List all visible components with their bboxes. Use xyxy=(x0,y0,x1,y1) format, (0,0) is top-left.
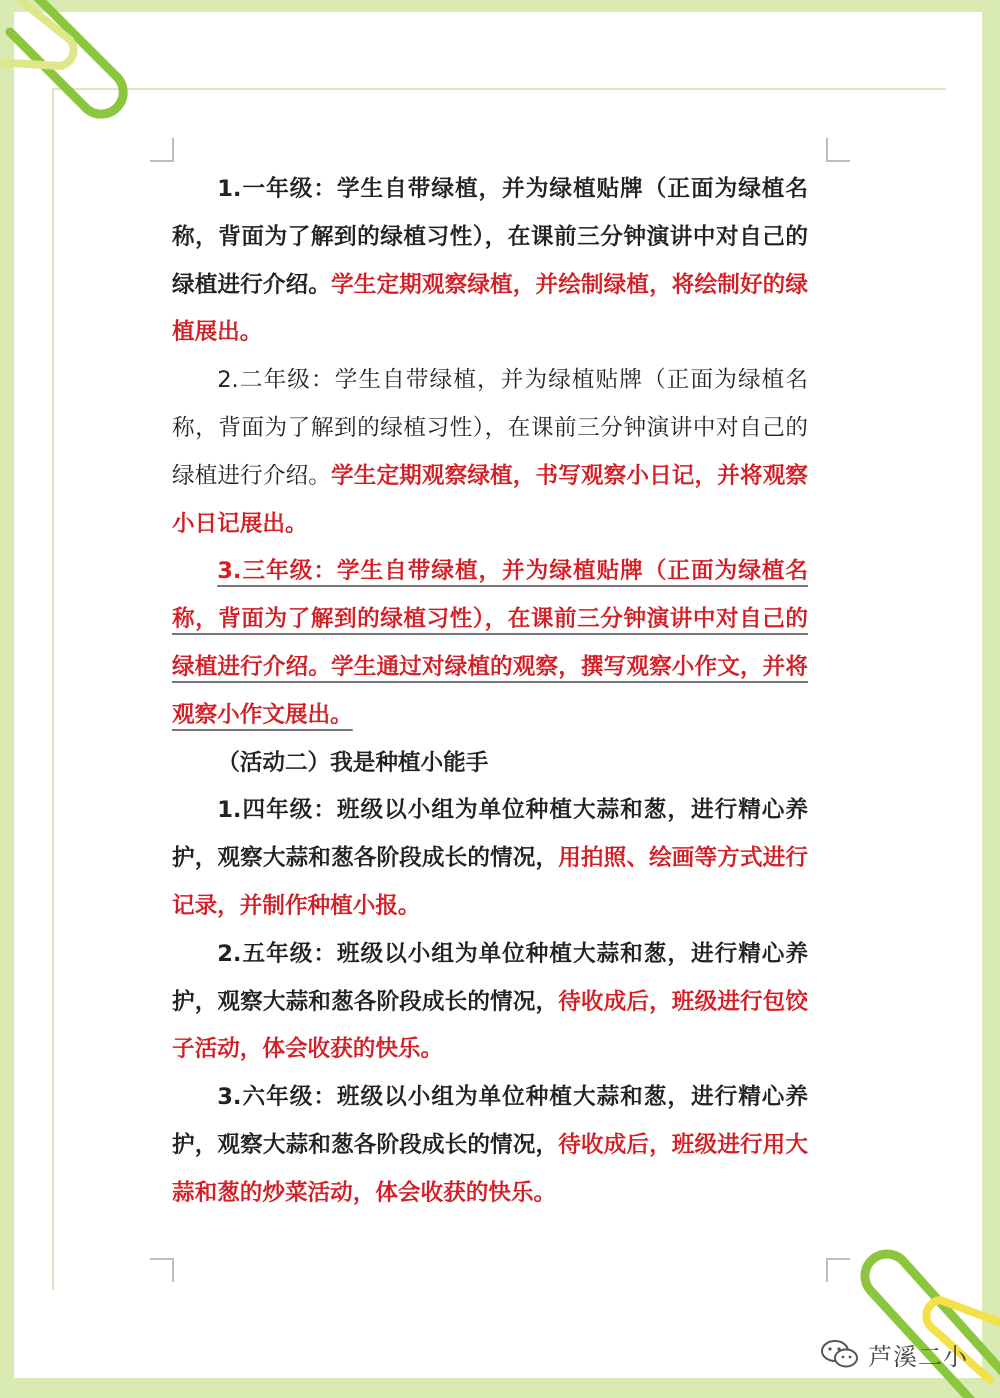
activity-2-title: （活动二）我是种植小能手 xyxy=(217,749,489,776)
paragraph-grade-2 xyxy=(172,357,808,548)
grade-4-text: 1.四年级：班级以小组为单位种植大蒜和葱，进行精心养护，观察大蒜和葱各阶段成长的情况， xyxy=(172,797,808,872)
grade-5-highlight: 待收成后，班级进行包饺子活动，体会收获的快乐。 xyxy=(172,988,808,1063)
paragraph-grade-3 xyxy=(172,548,808,739)
grade-4-highlight: 用拍照、绘画等方式进行记录，并制作种植小报。 xyxy=(172,845,808,919)
crop-mark-top-right xyxy=(826,138,850,162)
paperclip-bottom-right-icon xyxy=(840,1230,1000,1398)
grade-2-highlight: 学生定期观察绿植，书写观察小日记，并将观察小日记展出。 xyxy=(172,462,808,537)
watermark xyxy=(820,1336,968,1372)
activity-2-heading xyxy=(172,740,808,788)
wechat-icon xyxy=(820,1339,860,1369)
grade-6-text: 3.六年级：班级以小组为单位种植大蒜和葱，进行精心养护，观察大蒜和葱各阶段成长的情况， xyxy=(172,1084,808,1158)
paragraph-grade-6 xyxy=(172,1074,808,1217)
grade-5-text: 2.五年级：班级以小组为单位种植大蒜和葱，进行精心养护，观察大蒜和葱各阶段成长的情况， xyxy=(172,940,808,1015)
paragraph-grade-1 xyxy=(172,166,808,357)
crop-mark-bottom-left xyxy=(150,1258,174,1282)
document-body xyxy=(172,166,808,1218)
grade-2-text: 2.二年级：学生自带绿植，并为绿植贴牌（正面为绿植名称，背面为了解到的绿植习性），在课前三分钟演讲中对自己的绿植进行介绍。 xyxy=(172,367,808,489)
grade-6-highlight: 待收成后，班级进行用大蒜和葱的炒菜活动，体会收获的快乐。 xyxy=(172,1131,808,1206)
paragraph-grade-5 xyxy=(172,931,808,1074)
grade-3-underlined-text: 3.三年级：学生自带绿植，并为绿植贴牌（正面为绿植名称，背面为了解到的绿植习性），在课前三分钟演讲中对自己的绿植进行介绍。学生通过对绿植的观察，撰写观察小作文，并将观察小作文展出。 xyxy=(172,558,808,728)
watermark-text: 芦溪二小 xyxy=(868,1342,968,1371)
grade-1-text: 1.一年级：学生自带绿植，并为绿植贴牌（正面为绿植名称，背面为了解到的绿植习性），在课前三分钟演讲中对自己的绿植进行介绍。 xyxy=(172,176,808,298)
crop-mark-top-left xyxy=(150,138,174,162)
paperclip-top-left-icon xyxy=(0,0,160,140)
grade-1-highlight: 学生定期观察绿植，并绘制绿植，将绘制好的绿植展出。 xyxy=(172,271,808,346)
paragraph-grade-4 xyxy=(172,787,808,930)
